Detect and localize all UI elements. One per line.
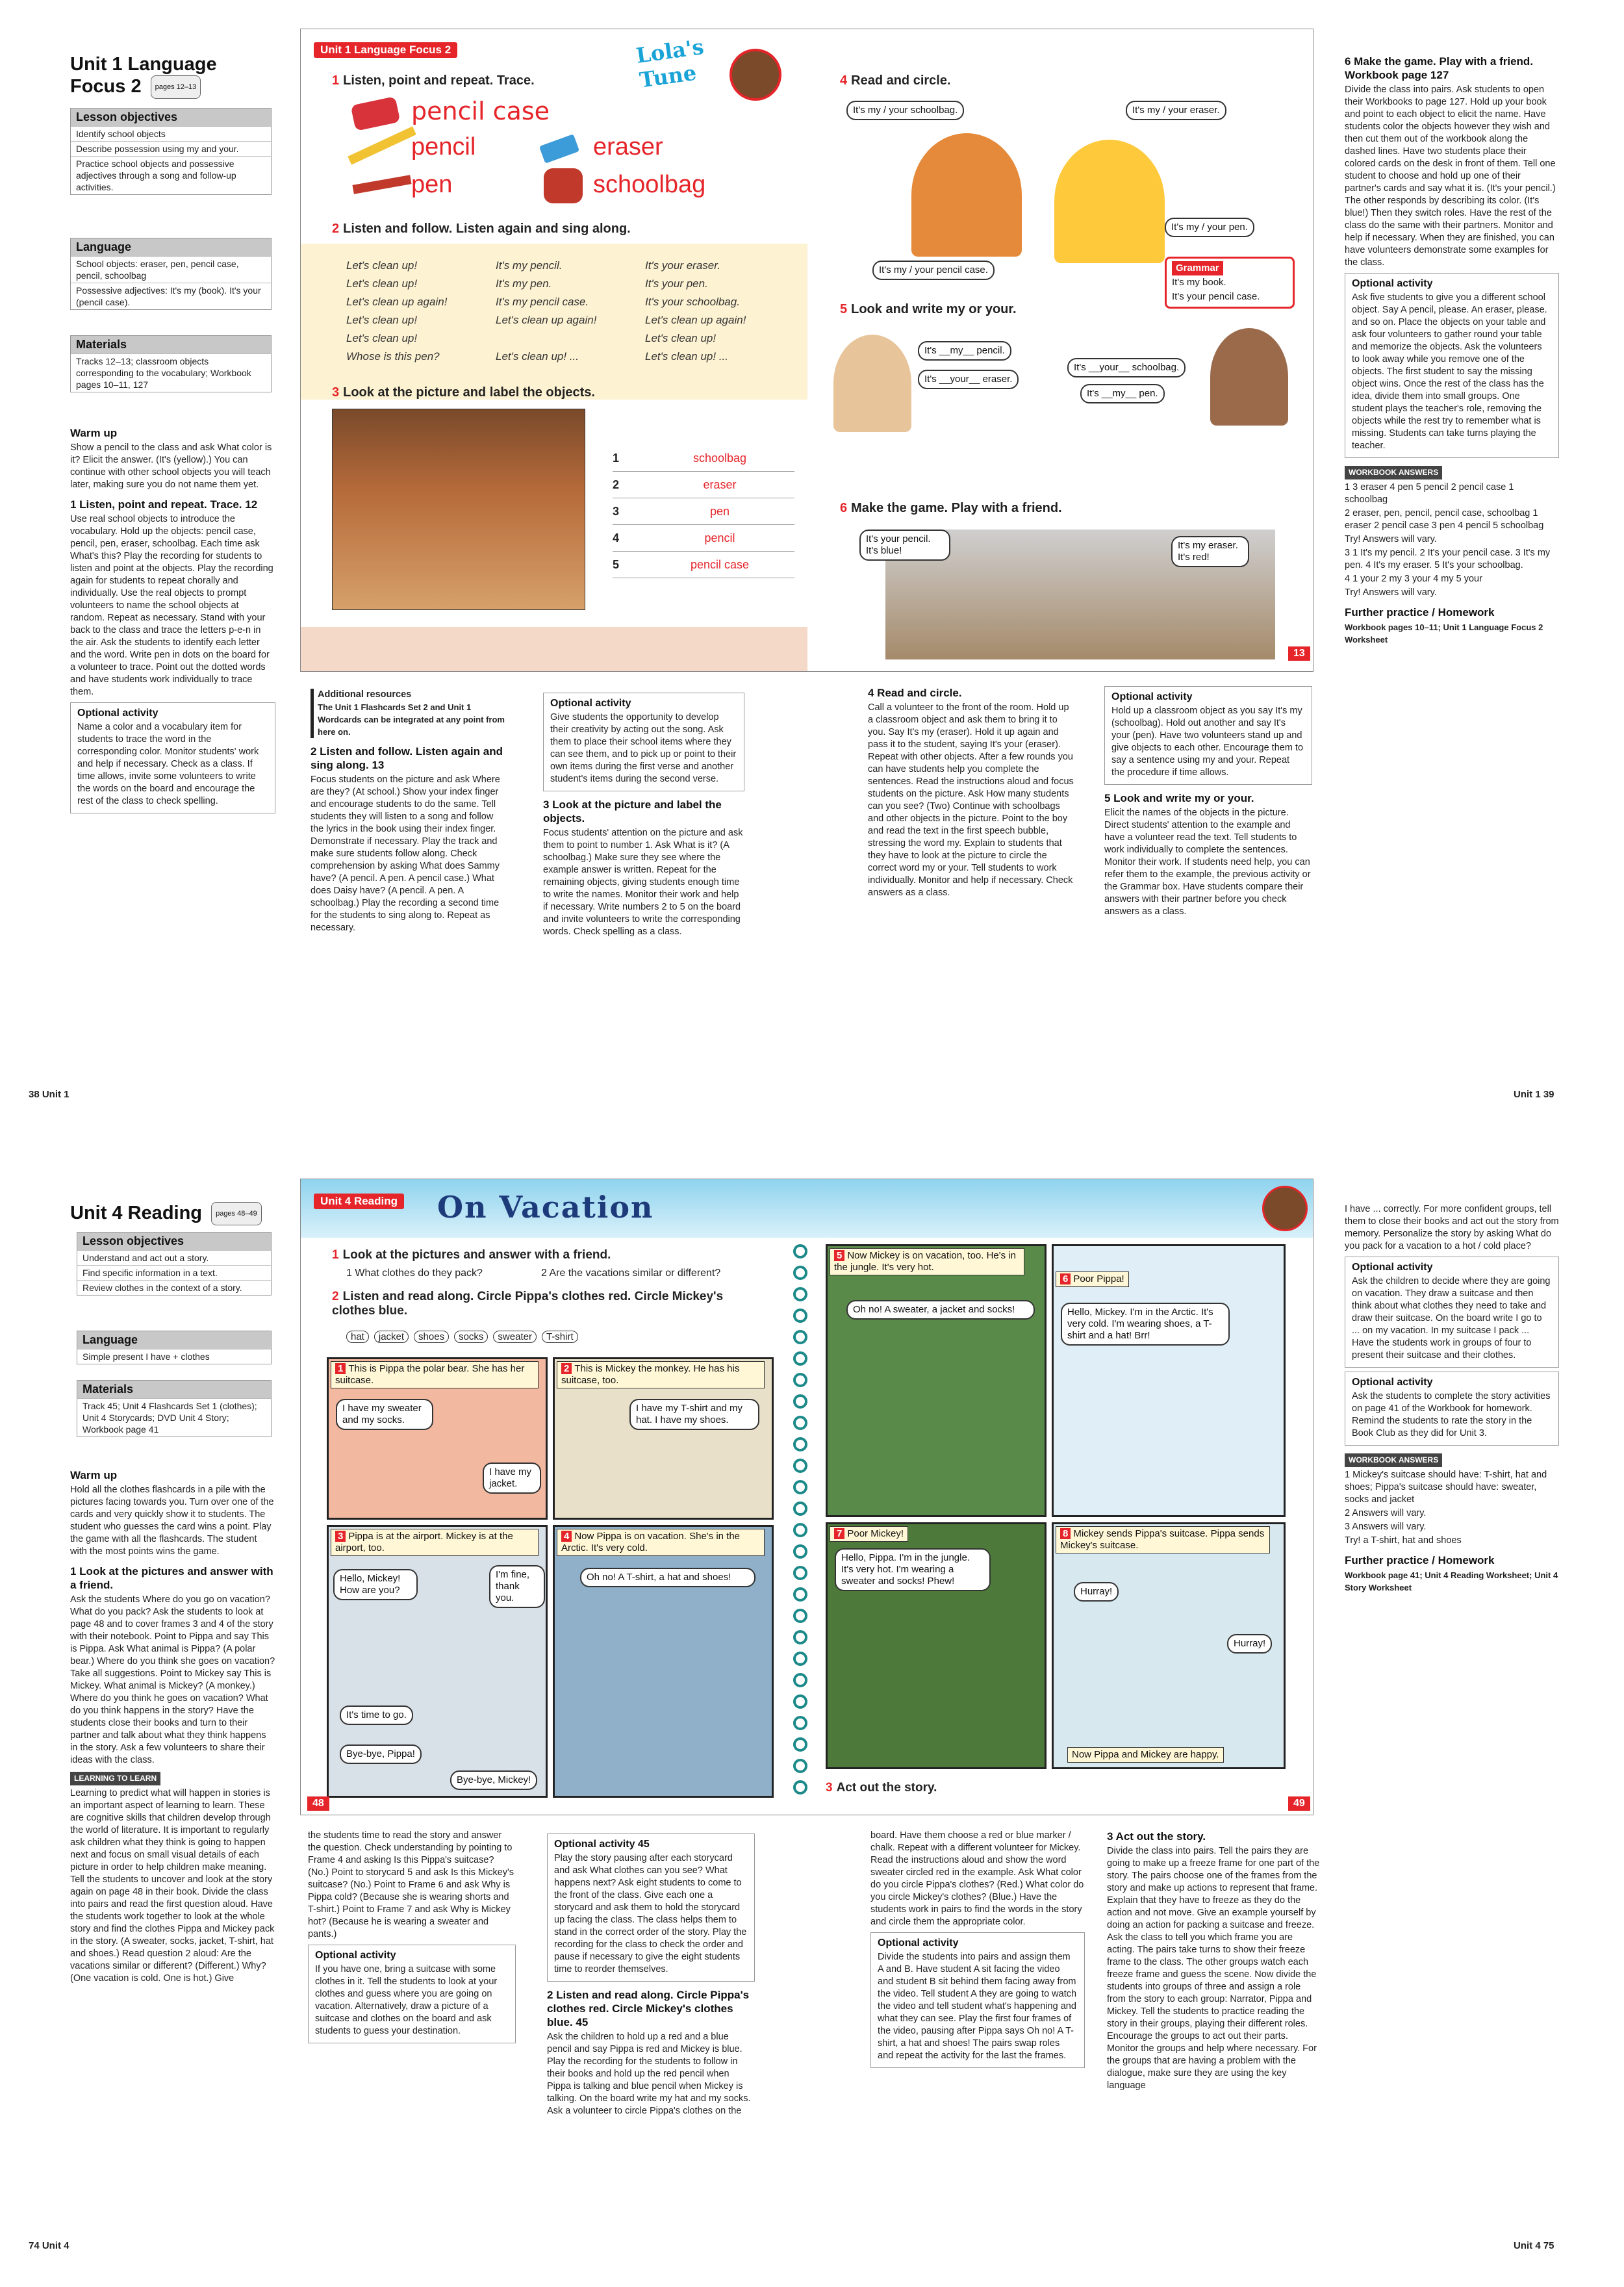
page-number: 13 xyxy=(1288,646,1310,661)
label-line: 2 eraser xyxy=(613,472,794,498)
notes-col-2: Optional activity Give students the opportunity to develop their creativity by acting out the song. Ask them to place their school items where they can see them, and to pick up or point to their own items during the first verse and another student's items during the second verse. 3 Look at the picture and label the objects. Focus students' attention on the picture and ask them to point to number 1. Ask What is it? (A schoolbag.) Make sure they see where the example answer is written. Repeat for the remaining objects, giving students enough time to write the names. Monitor their work and help if necessary. Write numbers 2 to 5 on the board and invite volunteers to write the corresponding words. Check spelling as a class. xyxy=(543,689,744,939)
word-chip: sweater xyxy=(493,1331,537,1343)
song-line: Let's clean up! ... xyxy=(496,350,579,363)
spiral-ring xyxy=(793,1480,807,1494)
speech-bubble: Hello, Mickey. I'm in the Arctic. It's very cold. I'm wearing shoes, a T-shirt and a hat! Brr! xyxy=(1061,1303,1230,1346)
word-chip: jacket xyxy=(374,1331,409,1343)
notes-col-4: 3 Act out the story. Divide the class into pairs. Tell the pairs they are going to make up a freeze frame for one part of the story. The pairs choose one of the frames from the story and make up actions to represent that frame. Explain that they have to freeze as they do the action and not move. Give an example yourself by doing an action for packing a suitcase and freeze. Ask the class to tell you which frame you are acting. The pairs take turns to show their freeze frame to the class. The other groups watch each freeze frame and guess the scene. Now divide the students into groups of three and assign a role from the story to each group: Narrator, Pippa and Mickey. Tell the students to practice reading the story in their groups, playing their different roles. Encourage the groups to act out their parts. Monitor the groups and help where necessary. For the groups that are having a problem with the dialogue, make sure they are using the key language xyxy=(1107,1830,1320,2091)
write-line: It's __your__ schoolbag. xyxy=(1067,358,1186,377)
q5-heading: 5 Look and write my or your. xyxy=(840,302,1017,316)
song-line: Let's clean up! ... xyxy=(645,350,728,363)
spiral-ring xyxy=(793,1694,807,1709)
girl-photo xyxy=(833,335,911,432)
frame-caption: 8 Mickey sends Pippa's suitcase. Pippa sends Mickey's suitcase. xyxy=(1056,1526,1270,1553)
word-eraser: eraser xyxy=(593,133,663,160)
label-line: 4 pencil xyxy=(613,525,794,552)
speech-bubble: Hurray! xyxy=(1227,1634,1272,1654)
song-line: It's your eraser. xyxy=(645,259,720,272)
word-pencil-case: pencil case xyxy=(411,97,550,125)
speech-bubble: It's time to go. xyxy=(340,1706,413,1725)
notes-col-3: 4 Read and circle. Call a volunteer to the front of the room. Hold up a classroom object and ask them to bring it to you. Say It's my (eraser). Hold it up again and pass it to the student, saying It's your (eraser). Repeat with other objects. After a few rounds you can have students help you complete the sentences. Read the instructions aloud and focus students on the picture. Ask How many students can you see? (Two) Continue with schoolbags and other objects in the picture. Point to the boy and read the text in the first speech bubble, stressing the word my. Explain to students that they have to look at the picture to circle the correct word my or your. Tell students to work individually. Monitor and help if necessary. Check answers as a class. xyxy=(868,687,1074,898)
frame-caption: 3 Pippa is at the airport. Mickey is at the airport, too. xyxy=(331,1529,539,1556)
girl-illustration xyxy=(1054,140,1165,263)
left-notes: Warm up Show a pencil to the class and ask What color is it? Elicit the answer. (It's (yellow).) You can continue with other school objects you will teach later, making sure you do not name them yet. 1 Listen, point and repeat. Trace. 12 Use real school objects to introduce the vocabulary. Hold up the objects: pencil case, pencil, pen, eraser, schoolbag. Each time ask What's this? Play the recording for students to listen and point at the objects. Play the recording again for students to repeat chorally and individually. Use the real objects to prompt volunteers to name the school objects at random. Repeat as necessary. Stand with your back to the class and trace the letters p-e-n in the air. Ask the students to identify each letter and the word. Write pen in dots on the board for a volunteer to trace. Point out the dotted words and have students work individually to trace them. Optional activity Name a color and a vocabulary item for students to trace the word in the corresponding color. Monitor students' work and help if necessary. Check as a class. If time allows, invite some volunteers to write the words on the board and encourage the rest of the class to check spelling. xyxy=(70,420,275,817)
word-pencil: pencil xyxy=(411,133,476,160)
page-footer-right: Unit 4 75 xyxy=(1514,2240,1554,2251)
song-line: It's your schoolbag. xyxy=(645,296,740,308)
page-number: 48 xyxy=(307,1796,329,1811)
frame-caption: 2 This is Mickey the monkey. He has his suitcase, too. xyxy=(557,1361,765,1388)
write-line: It's __your__ eraser. xyxy=(918,370,1019,389)
notes-col-4: Optional activity Hold up a classroom object as you say It's my (schoolbag). Hold out another and say It's your (pen). Have two volunteers stand up and give objects to each other. Encourage them to say a sentence using my and your. Repeat the procedure if time allows. 5 Look and write my or your. Elicit the names of the objects in the picture. Direct students' attention to the example and have a volunteer read the text. Tell students to work individually to complete the sentences. Monitor their work. If students need help, you can refer them to the example, the previous activity or the Grammar box. Have students compare their answers with their partner before you check answers as a class. xyxy=(1104,686,1312,919)
word-schoolbag: schoolbag xyxy=(593,171,706,198)
song-line: Let's clean up again! xyxy=(496,314,597,326)
song-line: Let's clean up! xyxy=(346,259,418,272)
q2-heading: 2 Listen and follow. Listen again and sing along. xyxy=(332,222,631,236)
song-lyrics xyxy=(346,257,775,366)
spiral-ring xyxy=(793,1652,807,1666)
q1-heading: 1 Look at the pictures and answer with a friend. xyxy=(332,1248,611,1262)
frame-caption: 4 Now Pippa is on vacation. She's in the Arctic. It's very cold. xyxy=(557,1529,765,1556)
speech-bubble: It's my / your schoolbag. xyxy=(846,101,964,120)
spiral-ring xyxy=(793,1587,807,1602)
speech-bubble: It's your pencil. It's blue! xyxy=(859,530,950,561)
song-line: Let's clean up again! xyxy=(346,296,448,308)
spiral-binding xyxy=(788,1244,814,1803)
spiral-ring xyxy=(793,1737,807,1752)
spiral-ring xyxy=(793,1566,807,1580)
lesson-title: Unit 1 Language Focus 2 pages 12–13 xyxy=(70,53,239,99)
word-chips xyxy=(346,1331,583,1342)
spiral-ring xyxy=(793,1351,807,1366)
speech-bubble: It's my / your pencil case. xyxy=(872,261,995,280)
notes-col-3: board. Have them choose a red or blue marker / chalk. Repeat with a different volunteer for Mickey. Read the instructions aloud and show the word sweater circled red in the example. Ask What color do you circle Pippa's clothes? (Red.) What color do you circle Mickey's clothes? (Blue.) Have the students work in pairs to find the words in the story and circle them the appropriate color. Optional activity Divide the students into pairs and assign them A and B. Have student A sit facing the video and student B sit behind them facing away from the video. Tell student A they are going to watch the video and tell student what's happening and what they can see. Play the first four frames of the video, pausing after Pippa says Oh no! A T-shirt, a hat and shoes! The pairs swap roles and repeat the activity for the last the frames. xyxy=(870,1830,1085,2072)
schoolbag-icon xyxy=(544,168,583,203)
label-line: 5 pencil case xyxy=(613,552,794,578)
write-line: It's __my__ pencil. xyxy=(918,341,1011,361)
notes-col-1: Additional resources The Unit 1 Flashcards Set 2 and Unit 1 Wordcards can be integrated at any point from here on. 2 Listen and follow. Listen again and sing along. 13 Focus students on the picture and ask Where are they? (At school.) Show your index finger and encourage students to do the same. Tell students they will listen to a song and follow the lyrics in the book using their index finger. Demonstrate if necessary. Play the track and make sure students follow along. Check comprehension by asking What does Sammy have? (A pencil. A pen. A pencil case.) What does Daisy have? (A pencil. A pen. A schoolbag.) Play the recording a second time for the students to sing along to. Repeat as necessary. xyxy=(311,689,505,933)
spiral-ring xyxy=(793,1244,807,1258)
lolas-tune-logo: Lola's Tune xyxy=(634,34,705,93)
song-line: Let's clean up! xyxy=(346,332,418,344)
unit-badge: Unit 4 Reading xyxy=(314,1194,404,1209)
spiral-ring xyxy=(793,1287,807,1301)
speech-bubble: Bye-bye, Pippa! xyxy=(340,1744,422,1764)
classroom-picture xyxy=(332,409,585,610)
spiral-ring xyxy=(793,1609,807,1623)
word-chip: shoes xyxy=(414,1331,449,1343)
word-chip: socks xyxy=(454,1331,488,1343)
song-line: Let's clean up! xyxy=(346,314,418,326)
song-line: Let's clean up again! xyxy=(645,314,746,326)
objectives-box: Lesson objectives Identify school objects Describe possession using my and your. Practice school objects and possessive adjectives through a song and follow-up activities. xyxy=(70,108,272,195)
song-line: Whose is this pen? xyxy=(346,350,440,363)
question: 2 Are the vacations similar or different? xyxy=(541,1268,721,1279)
speech-bubble: Hello, Pippa. I'm in the jungle. It's very hot. I'm wearing a sweater and socks! Phew! xyxy=(835,1548,991,1591)
story-frame-5 xyxy=(826,1244,1047,1517)
notes-col-2: Optional activity 45 Play the story pausing after each storycard and ask What clothes can you see? What happens next? Ask eight students to come to the front of the class. Give each one a storycard and ask them to hold the storycard up facing the class. The class helps them to stand in the correct order of the story. Play the recording for the class to check the order and pause if necessary to give the eight students time to reorder themselves. 2 Listen and read along. Circle Pippa's clothes red. Circle Mickey's clothes blue. 45 Ask the children to hold up a red and a blue pencil and say Pippa is red and Mickey is blue. Play the recording for the students to follow in their books and hold up the red pencil when Pippa is talking and blue pencil when Mickey is talking. On the board write my hat and my socks. Ask a volunteer to circle Pippa's clothes on the xyxy=(547,1833,755,2119)
speech-bubble: I have my T-shirt and my hat. I have my shoes. xyxy=(629,1399,759,1430)
materials-box: Materials Tracks 12–13; classroom objects corresponding to the vocabulary; Workbook pages 10–11, 127 xyxy=(70,335,272,392)
q2-heading: 2 Listen and read along. Circle Pippa's clothes red. Circle Mickey's clothes blue. xyxy=(332,1290,724,1318)
q4-heading: 4 Read and circle. xyxy=(840,73,951,88)
page-footer-left: 74 Unit 4 xyxy=(29,2240,70,2251)
speech-bubble: Oh no! A sweater, a jacket and socks! xyxy=(846,1300,1035,1320)
label-line: 3 pen xyxy=(613,498,794,525)
speech-bubble: It's my / your eraser. xyxy=(1126,101,1226,120)
boy-illustration xyxy=(911,133,1022,257)
page-number: 49 xyxy=(1288,1796,1310,1811)
write-line: It's __my__ pen. xyxy=(1080,384,1165,403)
grammar-box: Grammar It's my book. It's your pencil case. xyxy=(1165,257,1295,309)
spiral-ring xyxy=(793,1544,807,1559)
right-notes: 6 Make the game. Play with a friend. Workbook page 127 Divide the class into pairs. Ask students to open their Workbooks to page 127. Hold up your book and point to each object to elicit the name. Have students color the objects however they wish and then cut them out of the workbook along the dashed lines. Have two students place their colored cards on the desk in front of them. Tell one student to choose and hold up one of their partner's cards and say what it is. (It's your pencil.) The other responds by describing its color. (It's blue!) Then they switch roles. Have the rest of the class do the same with their partners. Monitor and help if necessary. When they are finished, you can have volunteers demonstrate some examples for the class. Optional activity Ask five students to give you a different school object. Say A pencil, please. An eraser, please. and so on. Place the objects on your table and ask four volunteers to gather round your table and memorize the objects. Ask the volunteers to look away while you remove one of the objects. The first student to say the missing object wins. Once the rest of the class has the idea, divide them into small groups. One student plays the teacher's role, removing the objects while the rest try to remember what is missing. Students can take turns playing the teacher. WORKBOOK ANSWERS 1 3 eraser 4 pen 5 pencil 2 pencil case 1 schoolbag 2 eraser, pen, pencil, pencil case, schoolbag 1 eraser 2 pencil case 3 pen 4 pencil 5 schoolbag Try! Answers will vary. 3 1 It's my pencil. 2 It's your pencil case. 3 It's my pen. 4 It's my eraser. 5 It's your schoolbag. 4 1 your 2 my 3 your 4 my 5 your Try! Answers will vary. Further practice / Homework Workbook pages 10–11; Unit 1 Language Focus 2 Worksheet xyxy=(1345,55,1559,647)
song-line: It's my pencil. xyxy=(496,259,563,272)
q3-heading: 3 Act out the story. xyxy=(826,1781,937,1795)
song-line: It's my pen. xyxy=(496,277,552,290)
song-line: Let's clean up! xyxy=(346,277,418,290)
frame-caption: Now Pippa and Mickey are happy. xyxy=(1067,1747,1224,1763)
spiral-ring xyxy=(793,1373,807,1387)
question: 1 What clothes do they pack? xyxy=(346,1268,483,1279)
word-chip: hat xyxy=(346,1331,369,1343)
avatar xyxy=(730,49,781,101)
unit-badge: Unit 1 Language Focus 2 xyxy=(314,42,457,58)
speech-bubble: It's my eraser. It's red! xyxy=(1171,536,1249,567)
page-footer-left: 38 Unit 1 xyxy=(29,1089,70,1100)
language-box: Language Simple present I have + clothes xyxy=(77,1331,272,1364)
story-title: On Vacation xyxy=(437,1190,654,1225)
student-book-spread-unit4 xyxy=(300,1179,1313,1815)
frame-caption: 7 Poor Mickey! xyxy=(830,1526,908,1542)
spiral-ring xyxy=(793,1266,807,1280)
spiral-ring xyxy=(793,1673,807,1687)
materials-box: Materials Track 45; Unit 4 Flashcards Set 1 (clothes); Unit 4 Storycards; DVD Unit 4 Story; Workbook page 41 xyxy=(77,1380,272,1437)
speech-bubble: Hello, Mickey! How are you? xyxy=(333,1569,418,1600)
right-notes: I have ... correctly. For more confident groups, tell them to close their books and act out the story from memory. Personalize the story by asking What do you pack for a vacation to a hot / cold place? Optional activity Ask the children to decide where they are going on vacation. They draw a suitcase and then think about what clothes they need to take and draw their suitcase. On the board write I go to ... on my vacation. In my suitcase I pack ... Have the students work in groups of four to present their suitcase and their clothes. Optional activity Ask the students to complete the story activities on page 41 of the Workbook for homework. Remind the students to rate the story in the Book Club as they did for Unit 3. WORKBOOK ANSWERS 1 Mickey's suitcase should have: T-shirt, hat and shoes; Pippa's suitcase should have: sweater, socks and jacket 2 Answers will vary. 3 Answers will vary. Try! a T-shirt, hat and shoes Further practice / Homework Workbook page 41; Unit 4 Reading Worksheet; Unit 4 Story Worksheet xyxy=(1345,1204,1559,1592)
speech-bubble: I have my jacket. xyxy=(483,1463,541,1494)
song-line: It's your pen. xyxy=(645,277,708,290)
frame-caption: 5 Now Mickey is on vacation, too. He's in the jungle. It's very hot. xyxy=(830,1248,1024,1275)
spiral-ring xyxy=(793,1309,807,1323)
speech-bubble: I'm fine, thank you. xyxy=(489,1565,545,1608)
spiral-ring xyxy=(793,1501,807,1516)
word-chip: T-shirt xyxy=(542,1331,578,1343)
spiral-ring xyxy=(793,1416,807,1430)
boy-photo xyxy=(1210,328,1288,426)
frame-caption: 6 Poor Pippa! xyxy=(1056,1271,1129,1287)
speech-bubble: Hurray! xyxy=(1074,1582,1119,1602)
song-line: It's my pencil case. xyxy=(496,296,589,308)
song-line: Let's clean up! xyxy=(645,332,717,344)
notes-col-1: the students time to read the story and answer the question. Check understanding by pointing to Frame 4 and asking Is this Pippa's suitcase? (No.) Point to storycard 5 and ask Is this Mickey's suitcase? (No.) Point to Frame 6 and ask Why is Pippa cold? (Because she is wearing shorts and T-shirt.) Point to Frame 7 and ask Why is Mickey hot? (Because he is wearing a sweater and pants.) Optional activity If you have one, bring a suitcase with some clothes in it. Tell the students to look at your clothes and guess where you are going on vacation. Alternatively, draw a picture of a suitcase and clothes on the board and ask students to guess your destination. xyxy=(308,1830,516,2047)
spiral-ring xyxy=(793,1716,807,1730)
spiral-ring xyxy=(793,1523,807,1537)
word-pen: pen xyxy=(411,171,453,198)
label-list xyxy=(613,445,794,578)
left-notes: Warm up Hold all the clothes flashcards in a pile with the pictures facing towards you. Turn over one of the cards and very quickly show it to students. The student who guesses the card wins a point. Play the game with all the flashcards. The student with the most points wins the game. 1 Look at the pictures and answer with a friend. Ask the students Where do you go on vacation? What do you pack? Ask the students to look at page 48 and to cover frames 3 and 4 of the story with their notebook. Point to Pippa and say This is Pippa. Ask What animal is Pippa? (A polar bear.) Where do you think she goes on vacation? Take all suggestions. Point to Mickey say This is Mickey. What animal is Mickey? (A monkey.) Where do you think he goes on vacation? What do you think happens in the story? Have the students close their books and turn to their partner and talk about what they think happens in the story. Ask a few volunteers to share their ideas with the class. LEARNING TO LEARN Learning to predict what will happen in stories is an important aspect of learning to learn. These are cognitive skills that children develop through the world of literature. It is important to regularly ask children what they think is going to happen next and focus on small visual details of each picture in order to help children make meaning. Tell the students to uncover and look at the story again on page 48 in their book. Divide the class into pairs and read the first question aloud. Have the students work together to look at the whole story and find the clothes Pippa and Mickey pack in the story. (A sweater, socks, jacket, T-shirt, hat and shoes.) Read question 2 aloud: Are the vacations similar or different? (Different.) Why? (One vacation is cold. One is hot.) Give xyxy=(70,1469,275,1984)
objectives-box: Lesson objectives Understand and act out a story. Find specific information in a text. Review clothes in the context of a story. xyxy=(77,1232,272,1296)
q1-heading: 1 Listen, point and repeat. Trace. xyxy=(332,73,535,88)
label-line: 1 schoolbag xyxy=(613,445,794,472)
q6-heading: 6 Make the game. Play with a friend. xyxy=(840,501,1062,515)
spiral-ring xyxy=(793,1437,807,1451)
story-frame-4 xyxy=(553,1525,774,1798)
spiral-ring xyxy=(793,1330,807,1344)
speech-bubble: Oh no! A T-shirt, a hat and shoes! xyxy=(580,1568,755,1587)
speech-bubble: I have my sweater and my socks. xyxy=(336,1399,433,1430)
song-line xyxy=(496,329,645,348)
spiral-ring xyxy=(793,1780,807,1795)
spiral-ring xyxy=(793,1759,807,1773)
spiral-ring xyxy=(793,1630,807,1644)
lesson-title: Unit 4 Reading pages 48–49 xyxy=(70,1202,291,1225)
language-box: Language School objects: eraser, pen, pencil case, pencil, schoolbag Possessive adjectives: It's my (book). It's your (pencil case). xyxy=(70,238,272,310)
speech-bubble: Bye-bye, Mickey! xyxy=(450,1770,537,1790)
spiral-ring xyxy=(793,1459,807,1473)
spiral-ring xyxy=(793,1394,807,1409)
frame-caption: 1 This is Pippa the polar bear. She has her suitcase. xyxy=(331,1361,539,1388)
student-book-spread-unit1 xyxy=(300,29,1313,672)
q3-heading: 3 Look at the picture and label the objects. xyxy=(332,385,595,400)
page-footer-right: Unit 1 39 xyxy=(1514,1089,1554,1100)
avatar xyxy=(1262,1186,1308,1231)
speech-bubble: It's my / your pen. xyxy=(1165,218,1254,237)
